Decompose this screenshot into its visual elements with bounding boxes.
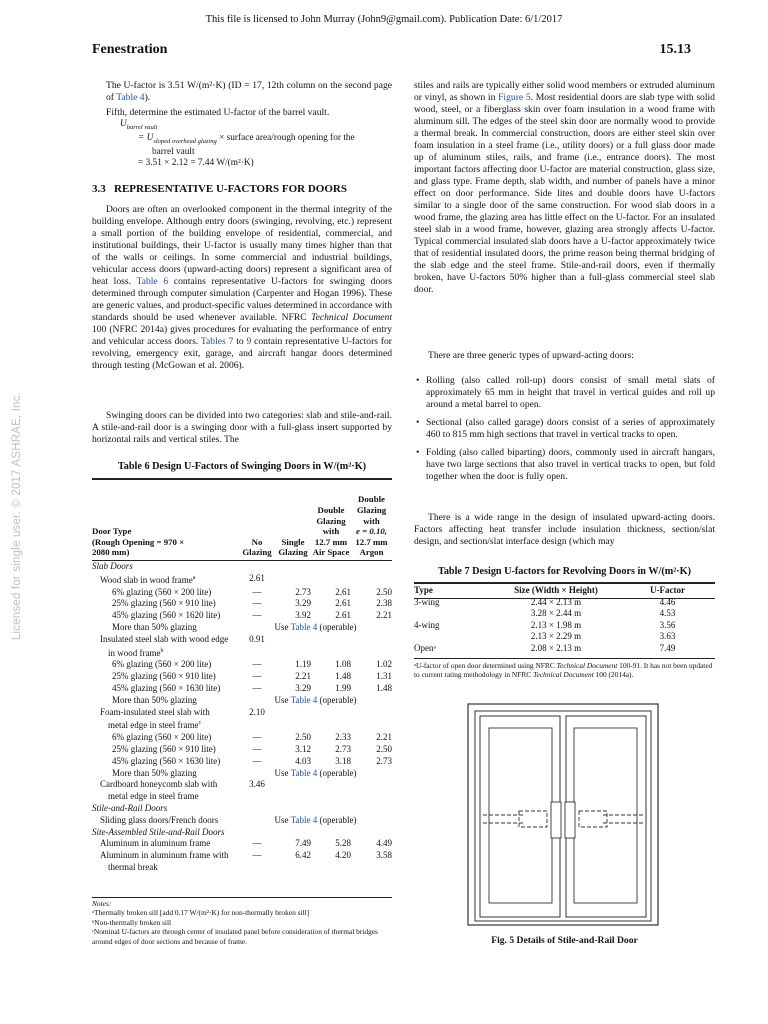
double-argon-value: 2.21 xyxy=(376,610,392,621)
intro-paragraph: The U-factor is 3.51 W/(m²·K) (ID = 17, 12th column on the second page of Table 4). xyxy=(106,80,392,103)
single-glazing-value: 3.92 xyxy=(295,610,311,621)
equation: $U_{barrel vault}$ = $U_{sloped overhead glazing}$ × surface area/rough opening for the barrel vault = 3.51 × 2.12 = 7.44 W/(m²·K) xyxy=(120,119,355,168)
table6-notes: Notes: ᵃThermally broken sill [add 0.17 W/(m²·K) for non-thermally broken sill] ᵇNon-thermally broken sill ᶜNominal U-factors are through center of insulated panel before consideration of thermal bridges around edges of door sections and because of frame. xyxy=(92,899,392,946)
double-argon-value: 3.58 xyxy=(376,850,392,861)
double-air-value xyxy=(311,779,351,803)
t7-col-type: Type xyxy=(414,585,433,595)
doors-paragraph: Doors are often an overlooked component in the thermal integrity of the building envelope. Although entry doors (swinging, revolving, etc.) represent a small portion of the building envelope of residential, commercial, and institutional buildings, their U-factor is usually many times higher than that of the walls or ceilings. In some commercial and industrial buildings, vehicular access doors (upward-acting doors) represent a significant area of heat loss. Table 6 contains representative U-factors for swinging doors determined through computer simulation (Carpenter and Hogan 1996). These are generic values, and product-specific values determined in accordance with standards should be used whenever available. NFRC Technical Document 100 (NFRC 2014a) gives procedures for evaluating the performance of entry and vehicular access doors. Tables 7 to 9 contain representative U-factors for revolving, emergency exit, garage, and aircraft hangar doors determined through testing (McGowan et al. 2006). xyxy=(92,204,393,371)
row-label: Wood slab in wood frame$^a$ xyxy=(100,574,196,585)
table-group-row xyxy=(92,803,392,815)
right-paragraph-3: There is a wide range in the design of insulated upward-acting doors. Factors affecting heat transfer include insulation thickness, section/slat design, and section/slat interface design (which may xyxy=(414,512,715,547)
t7-size: 2.13 × 1.98 m xyxy=(530,619,582,630)
left-column xyxy=(92,80,392,169)
table-row xyxy=(92,707,392,733)
double-air-value xyxy=(311,707,351,733)
table4-link[interactable]: Table 4 xyxy=(290,621,318,632)
table-row xyxy=(92,659,392,671)
right-leaf xyxy=(566,716,646,917)
double-argon-value: 1.02 xyxy=(376,659,392,670)
table-row xyxy=(92,815,392,827)
table7-header-rule xyxy=(414,598,715,599)
double-air-value: 5.28 xyxy=(335,838,351,849)
col-door-type: Door Type (Rough Opening = 970 × 2080 mm) xyxy=(92,526,185,558)
t7-type: 3-wing xyxy=(414,596,440,607)
double-argon-value: 1.48 xyxy=(376,682,392,693)
table4-link[interactable]: Table 4 xyxy=(116,92,145,103)
swinging-doors-paragraph: Swinging doors can be divided into two categories: slab and stile-and-rail. A stile-and-rail door is a swinging door with a full-glass insert supported by horizontal rails and vertical stiles. The xyxy=(92,410,392,445)
t7-type: 4-wing xyxy=(414,619,440,630)
double-air-value: 2.73 xyxy=(335,743,351,754)
t7-ufactor: 3.63 xyxy=(659,631,676,642)
table6-link[interactable]: Table 6 xyxy=(136,276,169,287)
push-bars xyxy=(483,811,643,827)
double-argon-value: 4.49 xyxy=(376,838,392,849)
table-group-row xyxy=(92,561,392,573)
table-group-row xyxy=(92,827,392,839)
figure5-caption: Fig. 5 Details of Stile-and-Rail Door xyxy=(491,935,638,946)
double-argon-value: 2.73 xyxy=(376,755,392,766)
row-label: Cardboard honeycomb slab with metal edge in steel frame xyxy=(100,779,218,802)
t7-col-size: Size (Width × Height) xyxy=(514,585,598,595)
double-argon-value: 2.50 xyxy=(376,743,392,754)
t7-size: 2.08 × 2.13 m xyxy=(530,642,582,653)
table-row xyxy=(92,598,392,610)
single-glazing-value: 2.21 xyxy=(295,671,311,682)
col-no-glazing: No Glazing xyxy=(242,536,272,558)
table-row xyxy=(92,622,392,634)
double-argon-value: 2.50 xyxy=(376,586,392,597)
use-table4-cell: Use Table 4 (operable) xyxy=(274,621,357,632)
t7-col-ufactor: U-Factor xyxy=(650,585,685,595)
table-row xyxy=(414,631,715,643)
table-group-heading: Slab Doors xyxy=(92,561,133,571)
right-pull-handle xyxy=(565,802,575,838)
single-glazing-value: 4.03 xyxy=(295,755,311,766)
single-glazing-value: 2.50 xyxy=(295,732,311,743)
no-glazing-value: — xyxy=(252,610,262,621)
row-label: 25% glazing (560 × 910 lite) xyxy=(112,598,216,609)
double-argon-value xyxy=(351,634,392,660)
list-item: • Folding (also called biparting) doors, commonly used in aircraft hangars, have two large sections that also travel in vertical tracks to open, but fold together when the door is fully open. xyxy=(416,447,715,482)
double-argon-value xyxy=(351,779,392,803)
single-glazing-value: 3.29 xyxy=(295,598,311,609)
double-air-value: 1.08 xyxy=(335,659,351,670)
row-label: 45% glazing (560 × 1620 lite) xyxy=(112,610,221,621)
table-group-heading: Site-Assembled Stile-and-Rail Doors xyxy=(92,826,225,837)
table-row xyxy=(92,838,392,850)
table-row xyxy=(92,573,392,587)
table6-grid xyxy=(92,561,392,874)
double-air-value: 2.61 xyxy=(335,586,351,597)
double-argon-value: 2.38 xyxy=(376,598,392,609)
row-label: More than 50% glazing xyxy=(112,694,197,705)
t7-size: 2.13 × 2.29 m xyxy=(530,631,582,642)
no-glazing-value: — xyxy=(252,586,262,597)
row-label: Aluminum in aluminum frame with thermal break xyxy=(100,850,229,872)
no-glazing-value: — xyxy=(252,850,262,861)
row-label: 45% glazing (560 × 1630 lite) xyxy=(112,682,221,693)
no-glazing-value: 0.91 xyxy=(249,633,265,644)
no-glazing-value: — xyxy=(252,598,262,609)
table7 xyxy=(414,585,715,655)
double-argon-value xyxy=(351,573,392,587)
section-heading: 3.3 REPRESENTATIVE U-FACTORS FOR DOORS xyxy=(92,183,347,195)
figure5-drawing xyxy=(467,703,659,926)
table-row xyxy=(92,587,392,599)
double-air-value: 1.48 xyxy=(335,671,351,682)
running-header-title: Fenestration xyxy=(92,42,168,57)
table7-note: ᵃU-factor of open door determined using NFRC Technical Document 100-91. It has not been updated to current rating methodology in NFRC Technical Document 100 (2014a). xyxy=(414,661,713,680)
table-group-heading: Stile-and-Rail Doors xyxy=(92,802,168,813)
t7-ufactor: 4.53 xyxy=(659,608,676,619)
right-glass xyxy=(574,728,637,903)
double-air-value: 2.33 xyxy=(335,732,351,743)
single-glazing-value xyxy=(275,779,311,803)
table6-header xyxy=(92,481,392,558)
table4-link[interactable]: Table 4 xyxy=(290,814,318,825)
table-row xyxy=(414,643,715,655)
row-label: 6% glazing (560 × 200 lite) xyxy=(112,659,212,670)
t7-ufactor: 4.46 xyxy=(659,596,676,607)
table6-body xyxy=(92,561,392,874)
table-row xyxy=(92,779,392,803)
note-a: ᵃThermally broken sill [add 0.17 W/(m²·K) for non-thermally broken sill] xyxy=(92,908,310,918)
figure5-link[interactable]: Figure 5 xyxy=(498,92,531,103)
col-single-glazing: Single Glazing xyxy=(278,536,308,558)
page-number: 15.13 xyxy=(659,42,691,57)
table-row xyxy=(92,756,392,768)
left-leaf xyxy=(480,716,560,917)
stile-rail-door-illustration xyxy=(467,703,659,926)
t7-ufactor: 3.56 xyxy=(659,619,676,630)
col-double-air: Double Glazing with 12.7 mm Air Space xyxy=(312,505,350,558)
use-table4-cell: Use Table 4 (operable) xyxy=(274,814,357,825)
row-label: 6% glazing (560 × 200 lite) xyxy=(112,732,212,743)
no-glazing-value: 2.61 xyxy=(249,572,265,583)
row-label: Foam-insulated steel slab with metal edge in steel frame$^c$ xyxy=(100,706,210,731)
table7-caption: Table 7 Design U-factors for Revolving Doors in W/(m²·K) xyxy=(437,566,691,577)
double-air-value xyxy=(311,573,351,587)
license-line: This file is licensed to John Murray (John9@gmail.com). Publication Date: 6/1/2017 xyxy=(205,14,563,25)
row-label: Insulated steel slab with wood edge in wood frame$^b$ xyxy=(100,633,229,658)
right-paragraph-1: stiles and rails are typically either solid wood members or extruded aluminum or vinyl, as shown in Figure 5. Most residential doors are slab type with solid wood, steel, or a fiberglass skin over foam insulation in a wood frame with aluminum sill. The edges of the steel skin door are normally wood to provide a thermal break. In commercial construction, doors are either steel skin over foam insulation in a steel frame (i.e., utility doors) or a full glass door made up of aluminum stiles, rails, and frame (i.e., entrance doors). The most important factors affecting door U-factor are material construction, glass size, and glass type. Frame depth, slab width, and number of panels have a minor effect on door performance. Side lites and double doors have U-factors similar to a single door of the same construction. For wood slab doors in a wood frame, the glazing area has little effect on the U-factor. For an insulated steel slab in a wood frame, however, glazing area strongly affects U-factor. Typical commercial insulated slab doors have a U-factor approximately twice that of residential insulated doors, the prime reason being thermal bridging of the slab edge and the steel frame. Stile-and-rail doors, even if thermally broken, have U-factors 50% higher than a full-glass commercial steel slab door. xyxy=(414,80,715,295)
copyright-watermark: Licensed for single user. © 2017 ASHRAE, Inc. xyxy=(11,391,23,641)
table7-bottom-rule xyxy=(414,658,715,659)
table-row xyxy=(92,768,392,780)
inner-frame xyxy=(475,711,651,921)
no-glazing-value: — xyxy=(252,743,262,754)
double-argon-value xyxy=(351,707,392,733)
double-air-value: 1.99 xyxy=(335,682,351,693)
note-b: ᵇNon-thermally broken sill xyxy=(92,917,172,927)
row-label: More than 50% glazing xyxy=(112,767,197,778)
tables7-link[interactable]: Tables 7 xyxy=(200,336,234,347)
outer-frame xyxy=(468,704,658,925)
single-glazing-value xyxy=(275,707,311,733)
fifth-step: Fifth, determine the estimated U-factor of the barrel vault. xyxy=(106,107,330,118)
use-table4-cell: Use Table 4 (operable) xyxy=(274,694,357,705)
no-glazing-value: — xyxy=(252,838,262,849)
row-label: 6% glazing (560 × 200 lite) xyxy=(112,586,212,597)
t7-size: 2.44 × 2.13 m xyxy=(530,596,582,607)
row-label: 45% glazing (560 × 1630 lite) xyxy=(112,755,221,766)
no-glazing-value: 2.10 xyxy=(249,706,265,717)
left-glass xyxy=(489,728,552,903)
row-label: 25% glazing (560 × 910 lite) xyxy=(112,671,216,682)
table6-bottom-rule xyxy=(92,897,392,898)
table-row xyxy=(414,620,715,632)
door-types-list xyxy=(416,375,715,483)
double-air-value: 2.61 xyxy=(335,598,351,609)
table4-link[interactable]: Table 4 xyxy=(290,767,318,778)
single-glazing-value: 3.29 xyxy=(295,682,311,693)
no-glazing-value: 3.46 xyxy=(249,779,265,790)
left-pull-handle xyxy=(551,802,561,838)
table-row xyxy=(92,732,392,744)
table-row xyxy=(92,683,392,695)
row-label: 25% glazing (560 × 910 lite) xyxy=(112,743,216,754)
t7-type xyxy=(414,608,492,620)
list-item: • Rolling (also called roll-up) doors consist of small metal slats of approximately 65 mm in height that travel in vertical guides and roll up around a metal barrel to open. xyxy=(416,375,715,410)
double-air-value: 3.18 xyxy=(335,755,351,766)
no-glazing-value: — xyxy=(252,755,262,766)
double-air-value: 4.20 xyxy=(335,850,351,861)
row-label: More than 50% glazing xyxy=(112,621,197,632)
double-argon-value: 1.31 xyxy=(376,671,392,682)
table7-top-rule xyxy=(414,582,715,584)
single-glazing-value xyxy=(275,573,311,587)
single-glazing-value: 3.12 xyxy=(295,743,311,754)
table-row xyxy=(92,634,392,660)
right-paragraph-2: There are three generic types of upward-acting doors: xyxy=(428,350,634,361)
table-row xyxy=(92,850,392,874)
no-glazing-value: — xyxy=(252,659,262,670)
single-glazing-value: 2.73 xyxy=(295,586,311,597)
double-air-value: 2.61 xyxy=(335,610,351,621)
t7-size: 3.28 × 2.44 m xyxy=(530,608,582,619)
table-row xyxy=(92,744,392,756)
single-glazing-value xyxy=(275,634,311,660)
row-label: Sliding glass doors/French doors xyxy=(100,814,219,825)
t7-type xyxy=(414,631,492,643)
table-row xyxy=(414,608,715,620)
table4-link[interactable]: Table 4 xyxy=(290,694,318,705)
single-glazing-value: 6.42 xyxy=(295,850,311,861)
t7-ufactor: 7.49 xyxy=(659,642,676,653)
double-air-value xyxy=(311,634,351,660)
row-label: Aluminum in aluminum frame xyxy=(100,838,211,849)
t7-type: Openᵃ xyxy=(414,642,436,653)
single-glazing-value: 7.49 xyxy=(295,838,311,849)
no-glazing-value: — xyxy=(252,732,262,743)
table-row xyxy=(92,610,392,622)
double-argon-value: 2.21 xyxy=(376,732,392,743)
table9-link[interactable]: 9 xyxy=(246,336,252,347)
single-glazing-value: 1.19 xyxy=(295,659,311,670)
no-glazing-value: — xyxy=(252,671,262,682)
use-table4-cell: Use Table 4 (operable) xyxy=(274,767,357,778)
col-double-argon: Double Glazing with e = 0.10, 12.7 mm Argon xyxy=(355,494,388,558)
no-glazing-value: — xyxy=(252,682,262,693)
table-row xyxy=(92,695,392,707)
table7-grid xyxy=(414,585,715,655)
note-c: ᶜNominal U-factors are through center of insulated panel before consideration of thermal bridges around edges of door sections and because of frame. xyxy=(92,927,378,946)
table6-caption: Table 6 Design U-Factors of Swinging Doors in W/(m²·K) xyxy=(117,461,367,472)
table6-top-rule xyxy=(92,478,392,480)
table-row xyxy=(92,671,392,683)
list-item: • Sectional (also called garage) doors consist of a series of approximately 460 to 815 mm high sections that travel in vertical tracks to open. xyxy=(416,417,715,440)
